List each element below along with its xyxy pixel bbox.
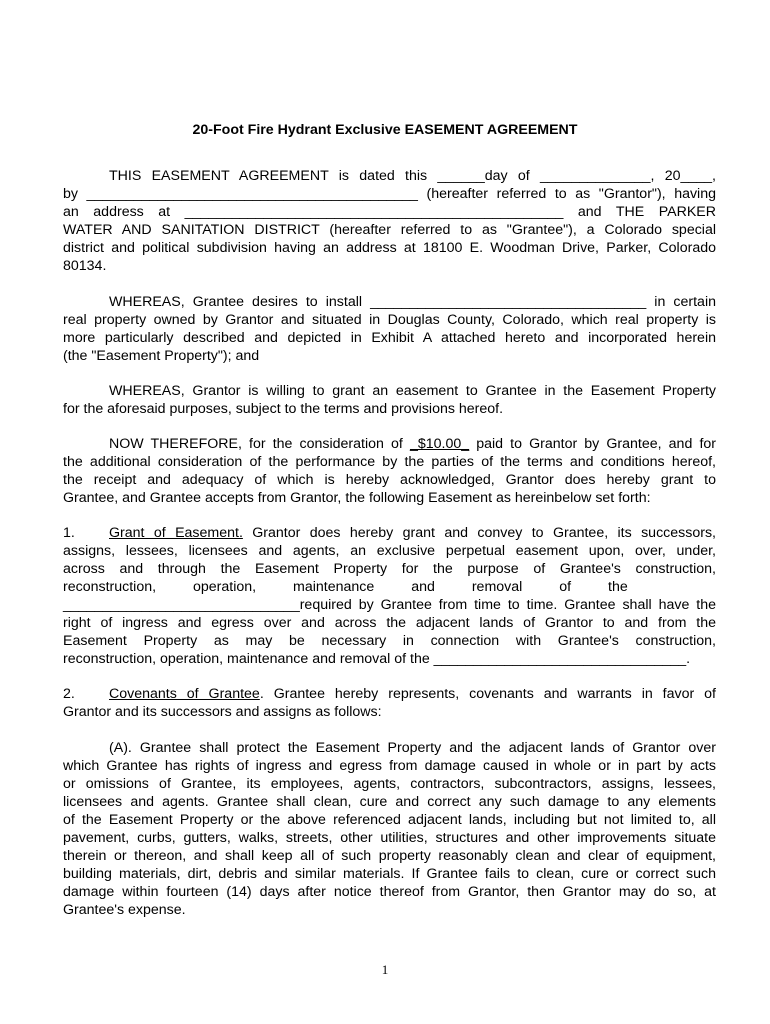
section2a-line-6: pavement, curbs, gutters, walks, streets, other utilities, structures and other improvements situate xyxy=(63,830,716,846)
intro-line-5: district and political subdivision having an address at 18100 E. Woodman Drive, Parker, Colorado xyxy=(63,240,716,256)
section1-line-4: reconstruction, operation, maintenance and removal of the xyxy=(63,579,628,595)
section2a-line-5: of the Easement Property or the above referenced adjacent lands, including but not limited to, all xyxy=(63,812,716,828)
whereas-install-paragraph xyxy=(63,293,716,365)
intro-line-3: an address at ________________________________________________ and THE PARKER xyxy=(63,204,716,220)
now-therefore-paragraph xyxy=(63,435,716,507)
section2a-line-8: building materials, dirt, debris and similar materials. If Grantee fails to clean, cure or correct such xyxy=(63,866,716,882)
intro-line-6: 80134. xyxy=(63,258,107,274)
section1-heading: Grant of Easement. xyxy=(109,525,243,541)
section2a-line-3: or omissions of Grantee, its employees, agents, contractors, subcontractors, assigns, lessees, xyxy=(63,776,716,792)
document-title: 20-Foot Fire Hydrant Exclusive EASEMENT AGREEMENT xyxy=(192,122,578,138)
section-2a-paragraph xyxy=(63,739,716,919)
whereas2-line-1: WHEREAS, Grantor is willing to grant an easement to Grantee in the Easement Property xyxy=(109,383,716,399)
section-1-grant-of-easement xyxy=(63,524,716,668)
section2-lead-text: . Grantee hereby represents, covenants and warrants in favor of xyxy=(259,686,716,702)
section-2-covenants-of-grantee xyxy=(63,685,716,721)
now-therefore-lead: NOW THEREFORE, for the consideration of xyxy=(109,436,410,452)
section2a-line-9: damage within fourteen (14) days after notice thereof from Grantor, then Grantor may do so, at xyxy=(63,884,716,900)
page-number: 1 xyxy=(381,962,389,977)
intro-line-1: THIS EASEMENT AGREEMENT is dated this ______day of ______________, 20____, xyxy=(109,168,716,184)
section2a-line-4: licensees and agents. Grantee shall clean, cure and correct any such damage to any elements xyxy=(63,794,716,810)
whereas1-line-1: WHEREAS, Grantee desires to install ___________________________________ in certain xyxy=(109,294,716,310)
section1-number: 1. xyxy=(63,525,75,541)
section1-line-8: reconstruction, operation, maintenance and removal of the ________________________________. xyxy=(63,651,691,667)
consideration-amount: _$10.00_ xyxy=(409,436,470,452)
now-therefore-line-4: Grantee, and Grantee accepts from Grantor, the following Easement as hereinbelow set forth: xyxy=(63,490,651,506)
now-therefore-line-2: the additional consideration of the performance by the parties of the terms and conditions hereof, xyxy=(63,454,716,470)
intro-line-4: WATER AND SANITATION DISTRICT (hereafter referred to as "Grantee"), a Colorado special xyxy=(63,222,716,238)
now-therefore-tail: paid to Grantor by Grantee, and for xyxy=(469,436,716,452)
whereas1-line-2: real property owned by Grantor and situated in Douglas County, Colorado, which real property is xyxy=(63,312,716,328)
section2a-line-7: therein or thereon, and shall keep all of such property reasonably clean and clear of equipment, xyxy=(63,848,716,864)
whereas1-line-4: (the "Easement Property"); and xyxy=(63,348,260,364)
section1-lead-text: Grantor does hereby grant and convey to Grantee, its successors, xyxy=(242,525,716,541)
section1-line-7: Easement Property as may be necessary in connection with Grantee's construction, xyxy=(63,633,716,649)
intro-line-2: by __________________________________________ (hereafter referred to as "Grantor"), having xyxy=(63,186,716,202)
now-therefore-line-3: the receipt and adequacy of which is hereby acknowledged, Grantor does hereby grant to xyxy=(63,472,716,488)
now-therefore-line-1 xyxy=(63,435,716,453)
section1-line-5: ______________________________required by Grantee from time to time. Grantee shall have the xyxy=(63,597,716,613)
section1-line-2: assigns, lessees, licensees and agents, an exclusive perpetual easement upon, over, under, xyxy=(63,543,716,559)
section1-line-3: across and through the Easement Property for the purpose of Grantee's construction, xyxy=(63,561,716,577)
section1-line-1 xyxy=(63,524,716,542)
section2a-line-10: Grantee's expense. xyxy=(63,902,186,918)
whereas2-line-2: for the aforesaid purposes, subject to the terms and provisions hereof. xyxy=(63,401,504,417)
intro-paragraph xyxy=(63,167,716,275)
section2-heading: Covenants of Grantee xyxy=(109,686,260,702)
section1-line-6: right of ingress and egress over and across the adjacent lands of Grantor to and from the xyxy=(63,615,716,631)
section2-line-2: Grantor and its successors and assigns as follows: xyxy=(63,704,382,720)
section2-number: 2. xyxy=(63,686,75,702)
section2a-line-2: which Grantee has rights of ingress and egress from damage caused in whole or in part by acts xyxy=(63,758,716,774)
section2a-line-1: (A). Grantee shall protect the Easement Property and the adjacent lands of Grantor over xyxy=(109,740,716,756)
section2-line-1 xyxy=(63,685,716,703)
whereas-grant-paragraph xyxy=(63,382,716,418)
whereas1-line-3: more particularly described and depicted in Exhibit A attached hereto and incorporated herein xyxy=(63,330,716,346)
